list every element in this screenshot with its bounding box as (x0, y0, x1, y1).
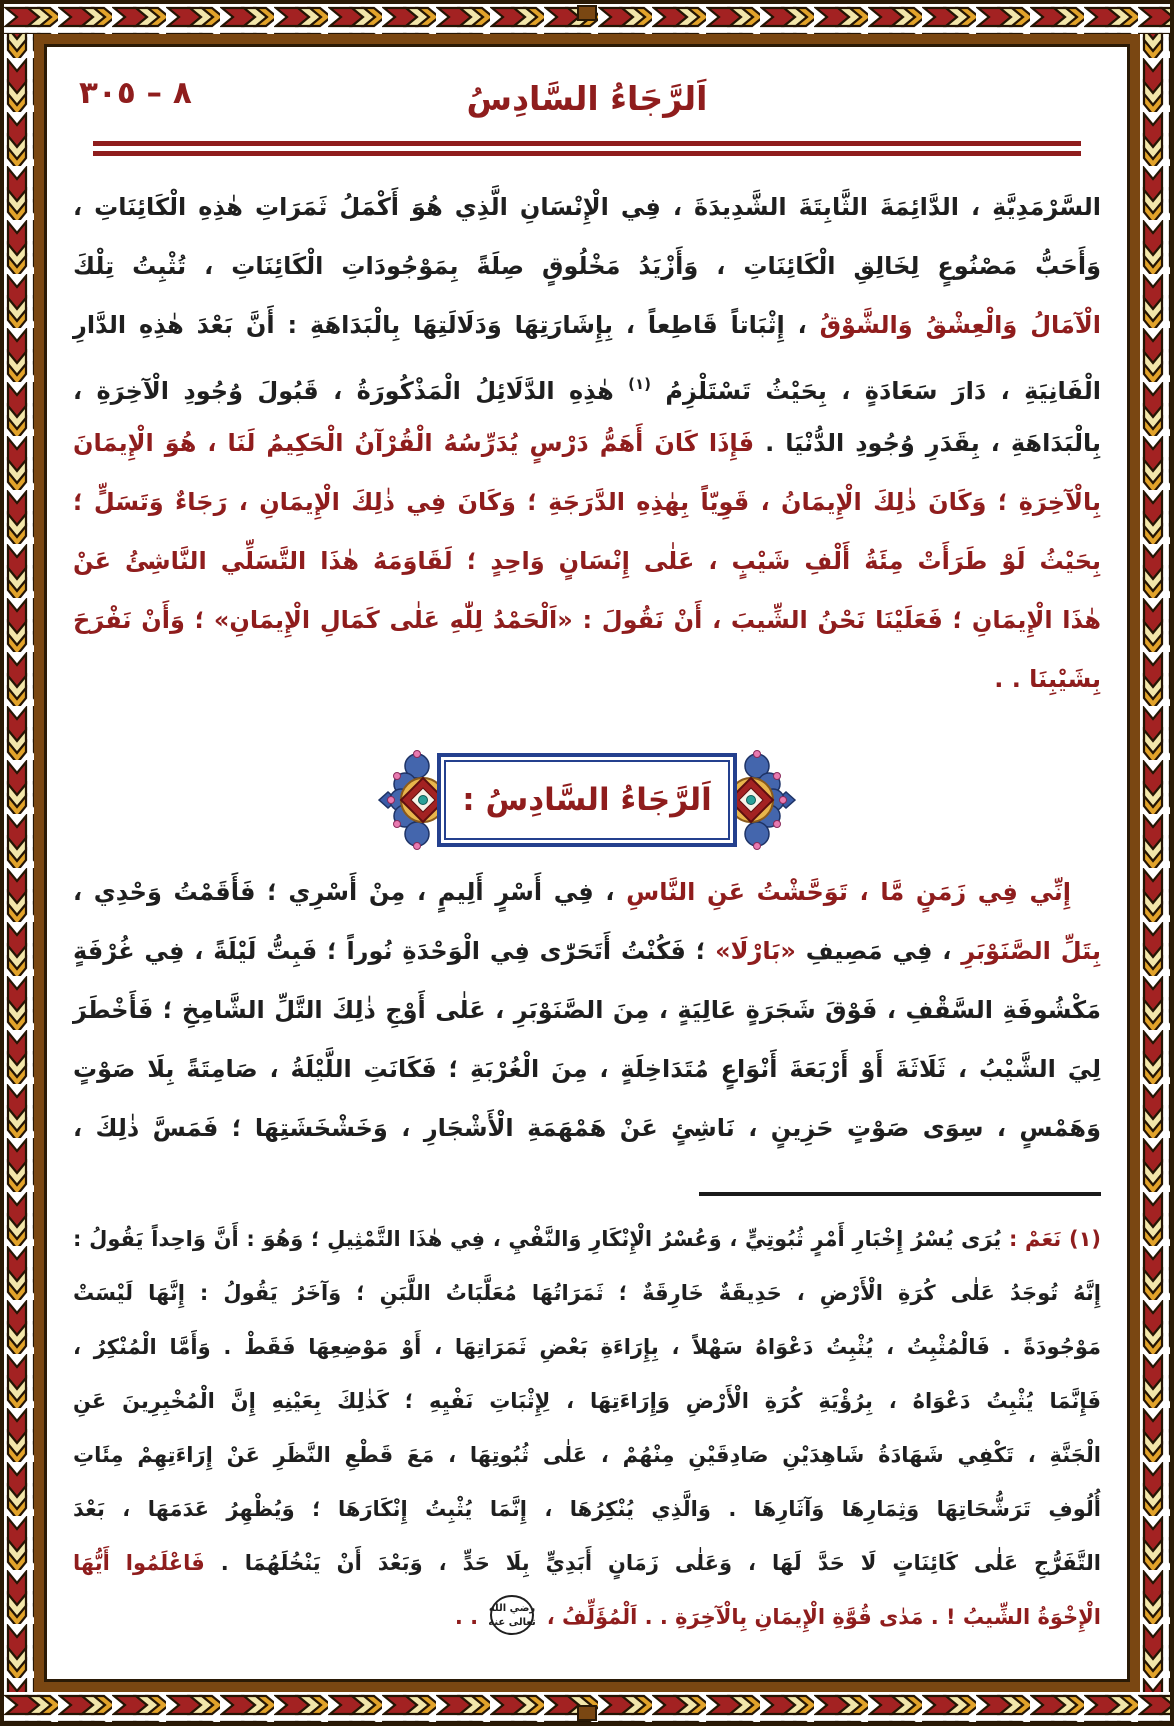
text-line (73, 414, 1101, 473)
text-line (73, 650, 1101, 709)
text-segment: ، فِي مَصِيفِ (805, 937, 952, 965)
text-segment: الْفَانِيَةِ ، دَارَ سَعَادَةٍ ، بِحَيْثُ تَسْتَلْزِمُ (665, 377, 1101, 405)
text-segment: يُرَى يُسْرُ إِخْبَارِ أَمْرٍ ثُبُوتِيٍّ ، وَعُسْرُ الْإِنْكَارِ وَالنَّفْيِ ، فِي هٰذَا التَّمْثِيلِ ؛ وَهُوَ : أَنَّ وَاحِداً يَقُولُ : (73, 1227, 1002, 1251)
text-line (73, 922, 1101, 981)
author-seal-icon (489, 1594, 535, 1636)
border-center-tab-top (577, 5, 597, 21)
section-heading: اَلرَّجَاءُ السَّادِسُ : (462, 782, 712, 818)
footnote-line (73, 1536, 1101, 1590)
seal-text-top: رضي الله (489, 1603, 536, 1614)
footnote-separator (699, 1192, 1101, 1196)
text-segment: فَاعْلَمُوا أَيُّهَا (73, 1551, 205, 1575)
footnote-line (73, 1374, 1101, 1428)
footnote (73, 1212, 1101, 1644)
header-double-rule (93, 141, 1081, 156)
text-segment: . . (454, 1605, 479, 1629)
paragraph-2 (73, 863, 1101, 1158)
paragraph-1 (73, 178, 1101, 709)
chain-border-right-icon (1140, 4, 1170, 1722)
text-line (73, 863, 1101, 922)
section-ornament (437, 753, 737, 847)
section-heading-box (437, 753, 737, 847)
text-line (73, 473, 1101, 532)
footnote-line (73, 1212, 1101, 1266)
page-content (47, 47, 1127, 1679)
text-segment: ، إِثْبَاتاً قَاطِعاً ، بِإِشَارَتِهَا وَدَلَالَتِهَا بِالْبَدَاهَةِ : أَنَّ بَعْدَ هٰذِهِ الدَّارِ (73, 311, 807, 339)
text-segment: الْإِخْوَةُ الشِّيبُ ! . مَدٰى قُوَّةِ الْإِيمَانِ بِالْآخِرَةِ . . اَلْمُؤَلِّفُ ، (546, 1605, 1101, 1629)
text-segment: إِنِّي فِي زَمَنٍ مَّا ، تَوَحَّشْتُ عَنِ النَّاسِ (626, 878, 1071, 906)
text-segment: بِالْبَدَاهَةِ ، بِقَدَرِ وُجُودِ الدُّنْيَا . (765, 429, 1101, 457)
text-segment: بِحَيْثُ لَوْ طَرَأَتْ مِئَةُ أَلْفِ شَيْبٍ ، عَلٰى إِنْسَانٍ وَاحِدٍ ؛ لَقَاوَمَهُ هٰذَا التَّسَلِّي النَّاشِئُ عَنْ (73, 547, 1101, 575)
footnote-line (73, 1320, 1101, 1374)
floral-medallion-icon (727, 746, 799, 854)
text-segment: هٰذِهِ الدَّلَائِلُ الْمَذْكُورَةُ ، قَبُولَ وُجُودِ الْآخِرَةِ ، (73, 377, 614, 405)
text-segment: الْآمَالُ وَالْعِشْقُ وَالشَّوْقُ (819, 311, 1101, 339)
text-segment: وَأَحَبُّ مَصْنُوعٍ لِخَالِقِ الْكَائِنَاتِ ، وَأَزْيَدُ مَخْلُوقٍ صِلَةً بِمَوْجُودَاتِ الْكَائِنَاتِ ، تُثْبِتُ تِلْكَ (73, 252, 1101, 280)
text-segment: إِنَّهُ تُوجَدُ عَلٰى كُرَةِ الْأَرْضِ ، حَدِيقَةٌ خَارِقَةٌ ؛ ثَمَرَاتُهَا مُعَلَّبَاتُ اللَّبَنِ ؛ وَآخَرُ يَقُولُ : إِنَّهَا لَيْسَتْ (73, 1281, 1101, 1305)
text-segment: السَّرْمَدِيَّةِ ، الدَّائِمَةَ الثَّابِتَةَ الشَّدِيدَةَ ، فِي الْإِنْسَانِ الَّذِي هُوَ أَكْمَلُ ثَمَرَاتِ هٰذِهِ الْكَائِنَاتِ ، (73, 193, 1101, 221)
border-center-tab-bottom (577, 1705, 597, 1721)
text-line (73, 532, 1101, 591)
footnote-line (73, 1266, 1101, 1320)
text-line (73, 355, 1101, 414)
seal-text-bottom: تعالى عنه (489, 1617, 536, 1628)
text-segment: مَوْجُودَةً . فَالْمُثْبِتُ ، يُثْبِتُ دَعْوَاهُ سَهْلاً ، بِإِرَاءَةِ بَعْضِ ثَمَرَاتِهَا ، أَوْ مَوْضِعِهَا فَقَطْ . وَأَمَّا الْمُنْكِرُ ، (73, 1335, 1101, 1359)
footnote-line (73, 1482, 1101, 1536)
text-segment: بِشَيْبِنَا . . (994, 665, 1101, 693)
page-number: ٨ – ٣٠٥ (79, 75, 192, 111)
text-segment: ، فِي أَسْرٍ أَلِيمٍ ، مِنْ أَسْرِي ؛ فَأَقَمْتُ وَحْدِي ، (73, 878, 615, 906)
text-segment: بِتَلِّ الصَّنَوْبَرِ (961, 937, 1101, 965)
text-segment: «بَارْلَا» (715, 937, 796, 965)
text-segment: هٰذَا الْإِيمَانِ ؛ فَعَلَيْنَا نَحْنُ الشِّيبَ ، أَنْ نَقُولَ : «اَلْحَمْدُ لِلّٰهِ عَلٰى كَمَالِ الْإِيمَانِ» ؛ وَأَنْ نَفْرَحَ (73, 606, 1101, 634)
text-line (73, 1040, 1101, 1099)
footnote-marker: (١) (628, 375, 652, 393)
text-segment: لِيَ الشَّيْبُ ، ثَلَاثَةَ أَوْ أَرْبَعَةَ أَنْوَاعٍ مُتَدَاخِلَةٍ ، مِنَ الْغُرْبَةِ ؛ فَكَانَتِ اللَّيْلَةُ ، صَامِتَةً بِلَا صَوْتٍ (73, 1055, 1101, 1083)
page-header (73, 73, 1101, 125)
footnote-marker: (١) نَعَمْ : (1008, 1227, 1101, 1251)
text-line (73, 296, 1101, 355)
text-segment: بِالْآخِرَةِ ؛ وَكَانَ ذٰلِكَ الْإِيمَانُ ، قَوِيّاً بِهٰذِهِ الدَّرَجَةِ ؛ وَكَانَ فِي ذٰلِكَ الْإِيمَانِ ، رَجَاءٌ وَتَسَلٍّ ؛ (73, 488, 1101, 516)
text-segment: مَكْشُوفَةِ السَّقْفِ ، فَوْقَ شَجَرَةٍ عَالِيَةٍ ، مِنَ الصَّنَوْبَرِ ، عَلٰى أَوْجِ ذٰلِكَ التَّلِّ الشَّامِخِ ؛ فَأَخْطَرَ (73, 996, 1101, 1024)
text-segment: فَإِنَّمَا يُثْبِتُ دَعْوَاهُ ، بِرُؤْيَةِ كُرَةِ الْأَرْضِ وَإِرَاءَتِهَا ، لِإِثْبَاتِ نَفْيِهِ ؛ كَذٰلِكَ بِعَيْنِهِ إِنَّ الْمُخْبِرِينَ عَنِ (73, 1389, 1101, 1413)
text-line (73, 981, 1101, 1040)
text-segment: أُلُوفِ تَرَشُّحَاتِهَا وَثِمَارِهَا وَآثَارِهَا . وَالَّذِي يُنْكِرُهَا ، إِنَّمَا يُثْبِتُ إِنْكَارَهَا ؛ وَيُظْهِرُ عَدَمَهَا ، بَعْدَ (73, 1497, 1101, 1521)
footnote-line (73, 1590, 1101, 1644)
text-segment: فَإِذَا كَانَ أَهَمُّ دَرْسٍ يُدَرِّسُهُ الْقُرْآنُ الْحَكِيمُ لَنَا ، هُوَ الْإِيمَانَ (73, 429, 755, 457)
text-segment: ؛ فَكُنْتُ أَتَحَرّٰى فِي الْوَحْدَةِ نُوراً ؛ فَبِتُّ لَيْلَةً ، فِي غُرْفَةٍ (73, 937, 706, 965)
footnote-line (73, 1428, 1101, 1482)
page-title: اَلرَّجَاءُ السَّادِسُ (466, 79, 708, 118)
chain-border-left-icon (4, 4, 34, 1722)
text-segment: التَّفَرُّجِ عَلٰى كَائِنَاتٍ لَا حَدَّ لَهَا ، وَعَلٰى زَمَانٍ أَبَدِيٍّ بِلَا حَدٍّ ، وَبَعْدَ أَنْ يَنْخُلَهُمَا . (220, 1551, 1101, 1575)
text-line (73, 591, 1101, 650)
text-segment: الْجَنَّةِ ، تَكْفِي شَهَادَةُ شَاهِدَيْنِ صَادِقَيْنِ مِنْهُمْ ، عَلٰى ثُبُوتِهَا ، مَعَ قَطْعِ النَّظَرِ عَنْ إِرَاءَتِهِمْ مِئَاتِ (73, 1443, 1101, 1467)
text-line (73, 1099, 1101, 1158)
text-segment: وَهَمْسٍ ، سِوَى صَوْتٍ حَزِينٍ ، نَاشِئٍ عَنْ هَمْهَمَةِ الْأَشْجَارِ ، وَخَشْخَشَتِهَا ؛ فَمَسَّ ذٰلِكَ ، (73, 1114, 1101, 1142)
text-line (73, 237, 1101, 296)
text-line (73, 178, 1101, 237)
